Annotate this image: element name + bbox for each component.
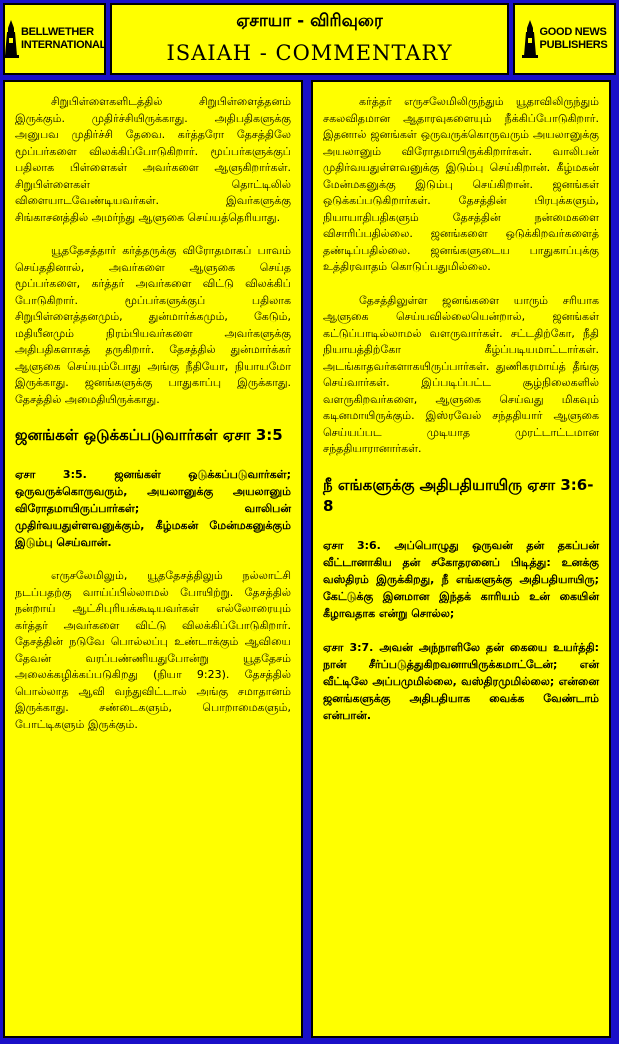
right-column	[311, 80, 611, 1038]
title-banner	[110, 3, 509, 75]
title-english: ISAIAH - COMMENTARY	[166, 41, 453, 65]
verse-text: ஏசா 3:7. அவன் அந்நாளிலே தன் கையை உயர்த்தி: நான் சீர்ப்படுத்துகிறவனாயிருக்கமாட்டேன்; என் வீட்டிலே அப்பமுமில்லை, வஸ்திரமுமில்லை; என்னை ஜனங்களுக்கு அதிபதியாக வைக்க வேண்டாம் என்பான்.	[323, 640, 599, 722]
right-logo-line2: PUBLISHERS	[539, 39, 608, 51]
section-heading: நீ எங்களுக்கு அதிபதியாயிரு ஏசா 3:6-8	[323, 475, 594, 515]
left-logo-line2: INTERNATIONAL	[20, 39, 107, 51]
paragraph: கர்த்தர் எருசலேமிலிருந்தும் யூதாவிலிருந்தும் சகலவிதமான ஆதாரவுகளையும் நீக்கிப்போடுகிறார். இதனால் ஜனங்கள் ஒருவருக்கொருவரும் அயலானுக்கு அயலானும் விரோதமாயிருக்கிறார்கள். வாலிபன் முதிர்வயதுள்ளவனுக்கு இடும்பு செய்கிறான். கீழ்மகன் மேன்மகனுக்கு இடும்பு செய்கிறான். ஜனங்கள் ஒடுக்கப்படுகிறார்கள். தேசத்தின் பிரபுக்களும், நியாயாதிபதிகளும் தேசத்தின் நன்மைகளை விசாரிப்பதில்லை. ஜனங்களை ஒடுக்கிறவர்களைத் தண்டிப்பதில்லை. ஜனங்களுடைய பாதுகாப்புக்கு உத்திரவாதம் கொடுப்பதுமில்லை.	[323, 95, 599, 273]
section-heading: ஜனங்கள் ஒடுக்கப்படுவார்கள் ஏசா 3:5	[15, 426, 283, 444]
tower-icon	[522, 20, 538, 58]
left-logo-line1: BELLWETHER	[20, 26, 94, 38]
tower-icon	[3, 20, 19, 58]
bellwether-logo	[3, 3, 106, 75]
paragraph: எருசலேமிலும், யூததேசத்திலும் நல்லாட்சி நடப்பதற்கு வாய்ப்பில்லாமல் போயிற்று. தேசத்தில் நன்றாய் ஆட்சிபுரியக்கூடியவர்கள் எல்லோரையும் கர்த்தர் அவர்களை விட்டு விலக்கிப்போடுகிறார். தேசத்தின் நடுவே பொல்லப்பு உண்டாக்கும் ஆவியை தேவன் வரப்பண்ணியதுபோன்று யூததேசம் அலைக்கழிக்கப்படுகிறது (நியா 9:23). தேசத்தில் பொல்லாத ஆவி வந்துவிட்டால் அங்கு சமாதானம் இருக்காது. சண்டைகளும், பொறாமைகளும், போட்டிகளும் இருக்கும்.	[15, 569, 291, 731]
title-tamil: ஏசாயா - விரிவுரை	[236, 11, 383, 31]
paragraph: யூததேசத்தார் கர்த்தருக்கு விரோதமாகப் பாவம் செய்ததினால், அவர்களை ஆளுகை செய்த மூப்பர்களை, கர்த்தர் அவர்களை விட்டு விலக்கிப் போடுகிறார். மூப்பர்களுக்குப் பதிலாக சிறுபிள்ளைத்தனமும், துன்மார்க்கமும், கேடும், மதியீனமும் நிரம்பியவர்களை அவர்களுக்கு அதிபதிகளாகத் தருகிறார். தேசத்தில் துன்மார்க்கர் ஆளுகை செய்யும்போது அங்கு நீதியோ, நியாயமோ இருக்காது. ஜனங்களுக்கு பாதுகாப்பு இருக்காது. தேசத்தில் அமைதியிருக்காது.	[15, 244, 291, 406]
verse-text: ஏசா 3:5. ஜனங்கள் ஒடுக்கப்படுவார்கள்; ஒருவருக்கொருவரும், அயலானுக்கு அயலானும் விரோதமாயிருப்பார்கள்; வாலிபன் முதிர்வயதுள்ளவனுக்கும், கீழ்மகன் மேன்மகனுக்கும் இடும்பு செய்வான்.	[15, 468, 291, 549]
good-news-logo	[513, 3, 616, 75]
right-logo-line1: GOOD NEWS	[539, 26, 607, 38]
paragraph: சிறுபிள்ளைகளிடத்தில் சிறுபிள்ளைத்தனம் இருக்கும். முதிர்ச்சியிருக்காது. அதிபதிகளுக்கு அனுபவ முதிர்ச்சி தேவை. கர்த்தரோ தேசத்திலே மூப்பர்களை விலக்கிப்போடுகிறார். மூப்பர்களுக்குப் பதிலாக பிள்ளைகள் அவர்களை ஆளுகிறார்கள். சிறுபிள்ளைகள் தொட்டிலில் விளையாடவேண்டியவர்கள். இவர்களுக்கு சிங்காசனத்தில் அமர்ந்து ஆளுகை செய்யத்தெரியாது.	[15, 95, 291, 224]
left-column	[3, 80, 303, 1038]
paragraph: தேசத்திலுள்ள ஜனங்களை யாரும் சரியாக ஆளுகை செய்யவில்லையென்றால், ஜனங்கள் கட்டுப்பாடில்லாமல் வளருவார்கள். சட்டதிற்கோ, நீதி நியாயத்திற்கோ கீழ்ப்படியமாட்டார்கள். அடங்காதவர்களாகயிருப்பார்கள். துணிகரமாய்த் தீங்கு செய்வார்கள். இப்படிப்பட்ட சூழ்நிலைகளில் வளருகிறவர்களை, ஆளுகை செய்வது மிகவும் கடினமாயிருக்கும். இஸ்ரவேல் சந்ததியார் ஆளுகை செய்யப்பட முடியாத முரட்டாட்டமான சந்ததியாரானார்கள்.	[323, 293, 599, 455]
verse-text: ஏசா 3:6. அப்பொழுது ஒருவன் தன் தகப்பன் வீட்டானாகிய தன் சகோதரனைப் பிடித்து: உனக்கு வஸ்திரம் இருக்கிறது, நீ எங்களுக்கு அதிபதியாயிரு; கேட்டுக்கு இனமான இந்தக் காரியம் உன் கையின் கீழாவதாக என்று சொல்ல;	[323, 538, 599, 620]
